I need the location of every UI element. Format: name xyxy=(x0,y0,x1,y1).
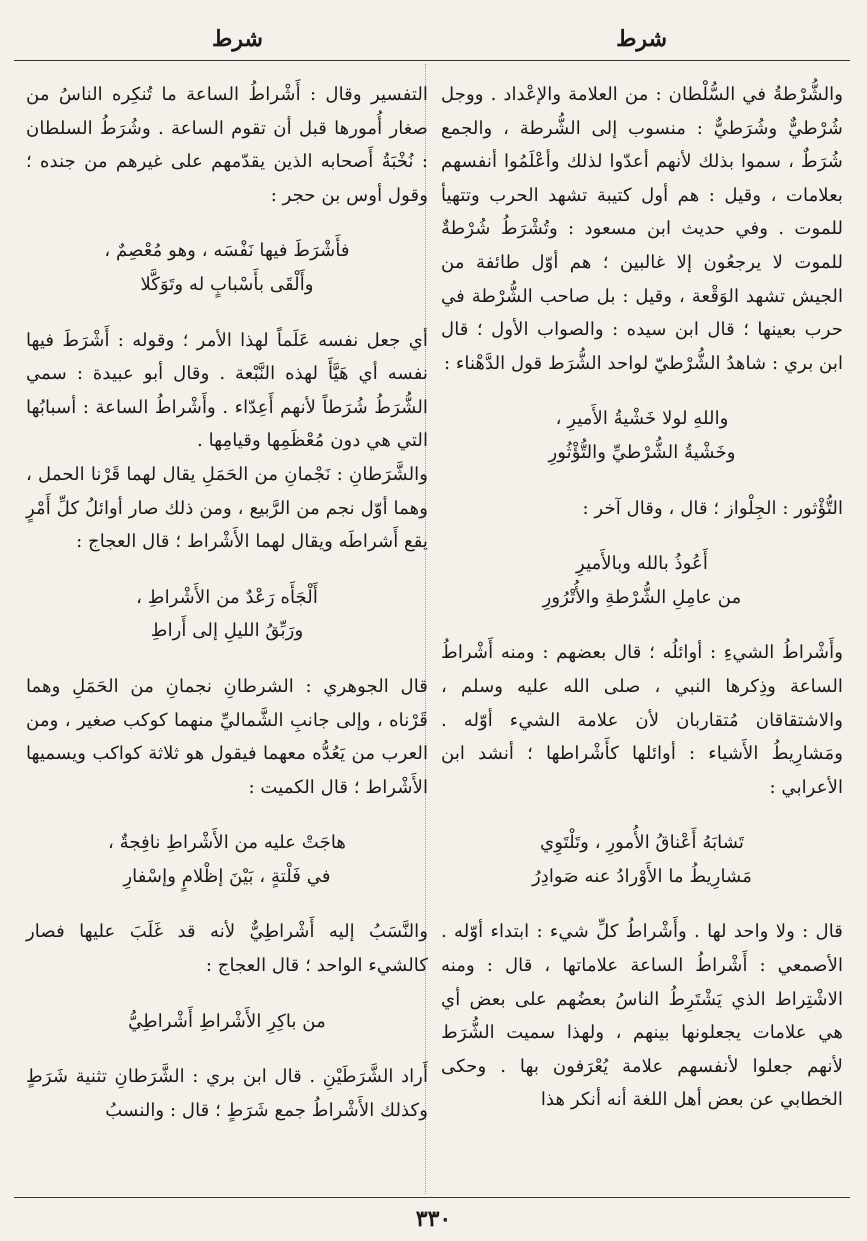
verse-line: من عامِلِ الشُّرْطةِ والأُتْرُورِ xyxy=(542,586,742,608)
paragraph: قال : ولا واحد لها . وأَشْراطُ كلِّ شيء : ابتداء أوّله . الأصمعي : أَشْراطُ الساعة علاماتها ، قال : ومنه الاشْتِراط الذي يَشْتَرِطُ الناسُ بعضُهم على بعض أي هي علامات يجعلونها بينهم ، ولهذا سميت الشُّرَط لأنهم جعلوا لأنفسهم علامة يُعْرَفون بها . وحكى الخطابي عن بعض أهل اللغة أنه أنكر هذا xyxy=(441,921,843,1111)
paragraph: وأَشْراطُ الشيءِ : أوائلُه ؛ قال بعضهم : ومنه أَشْراطُ الساعة وذِكرها النبي ، صلى الله عليه وسلم ، والاشتقاقان مُتقاربان لأن علامة الشيء أوّله . ومَشارِيطُ الأَشياء : أوائلها كأَشْراطها ؛ أنشد ابن الأعرابي : xyxy=(441,642,843,798)
verse-line: هاجَتْ عليه من الأَشْراطِ نافِجةٌ ، xyxy=(107,832,347,854)
verse-line: وخَشْيةُ الشُّرْطيِّ والتُّؤْثُورِ xyxy=(548,441,736,463)
paragraph: التفسير وقال : أَشْراطُ الساعة ما تُنكِره الناسُ من صغار أُمورها قبل أن تقوم الساعة . وشُرَطُ السلطان : نُخْبَةُ أَصحابه الذين يقدّمهم على غيرهم من جنده ؛ وقول أوس بن حجر : xyxy=(26,84,428,206)
verse-line: ورَبِّقُ الليلِ إلى أَراطِ xyxy=(150,620,304,642)
paragraph: التُّؤْثور : الجِلْواز ؛ قال ، وقال آخر : xyxy=(582,497,843,519)
bottom-rule xyxy=(14,1197,850,1198)
verse-line: واللهِ لولا خَشْيةُ الأَميرِ ، xyxy=(555,408,729,430)
verse-line: تَشابَهُ أَعْناقُ الأُمورِ ، وتَلْتَوِي xyxy=(539,832,744,854)
paragraph: أَراد الشَّرَطَيْنِ . قال ابن بري : الشَّرَطانِ تثنية شَرَطٍ وكذلك الأَشْراطُ جمع شَرَطٍ ؛ قال : والنسبُ xyxy=(26,1066,428,1121)
verse-line: أَلْجَأَه رَعْدٌ من الأَشْراطِ ، xyxy=(136,586,318,608)
right-column xyxy=(441,78,843,1117)
paragraph: والنَّسَبُ إليه أَشْراطِيٌّ لأنه قد غَلَبَ عليها فصار كالشيء الواحد ؛ قال العجاج : xyxy=(26,921,428,977)
verse-line: من باكِرِ الأَشْراطِ أَشْراطِيُّ xyxy=(128,1010,326,1032)
paragraph: والشَّرَطانِ : نَجْمانِ من الحَمَلِ يقال لهما قَرْنا الحمل ، وهما أوّل نجم من الرَّبيع ، ومن ذلك صار أوائلُ كلِّ أَمْرٍ يقع أَشراطَه ويقال لهما الأَشْراط ؛ قال العجاج : xyxy=(26,463,428,553)
paragraph: قال الجوهري : الشرطانِ نجمانِ من الحَمَلِ وهما قَرْناه ، وإلى جانبِ الشَّماليِّ منهما كوكب صغير ، ومن العرب من يَعُدُّه معهما فيقول هو ثلاثة كواكب ويسميها الأَشْراط ؛ قال الكميت : xyxy=(26,675,428,798)
left-column-headword: شرط xyxy=(212,26,263,52)
right-column-headword: شرط xyxy=(616,26,667,52)
left-column xyxy=(26,78,428,1127)
verse-line: وأَلْقَى بأَسْبابٍ له وتَوَكَّلا xyxy=(140,273,314,295)
verse-line: أَعُوذُ بالله وبالأَميرِ xyxy=(576,553,708,575)
verse-line: مَشارِيطُ ما الأَوْرادُ عنه صَوادِرُ xyxy=(531,865,753,887)
verse-line: فأَشْرَطَ فيها نَفْسَه ، وهو مُعْصِمٌ ، xyxy=(104,240,350,262)
page-header xyxy=(0,16,867,56)
paragraph: والشُّرْطةُ في السُّلْطان : من العلامة والإعْداد . ووجل شُرْطيٌّ وشُرَطيٌّ : منسوب إلى الشُّرطة ، والجمع شُرَطٌ ، سموا بذلك لأنهم أعدّوا لذلك وأعْلَمُوا أنفسهم بعلامات ، وقيل : هم أول كتيبة تشهد الحرب وتتهيأ للموت . وفي حديث ابن مسعود : وتُشْرَطُ شُرْطةٌ للموت لا يرجعُون إلا غالبين ؛ هم أوّل طائفة من الجيش تشهد الوَقْعة ، وقيل : بل صاحب الشُّرْطة في حرب بعينها ؛ قال ابن سيده : والصواب الأول ؛ قال ابن بري : شاهدُ الشُّرْطيّ لواحد الشُّرَط قول الدَّهْناء : xyxy=(441,84,843,374)
page-number: ٣٣٠ xyxy=(415,1206,452,1232)
paragraph: أي جعل نفسه عَلَماً لهذا الأمر ؛ وقوله : أَشْرَطَ فيها نفسه أي هَيَّأَ لهذه النَّبْعة . وقال أبو عبيدة : سمي الشُّرَطُ شُرَطاً لأنهم أَعِدّاء . وأَشْراطُ الساعة : أسبابُها التي هي دون مُعْظَمِها وقيامِها . xyxy=(26,329,428,452)
top-rule xyxy=(14,60,850,61)
verse-line: في فَلْتةٍ ، بَيْنَ إظْلامٍ وإسْفارِ xyxy=(123,865,331,887)
